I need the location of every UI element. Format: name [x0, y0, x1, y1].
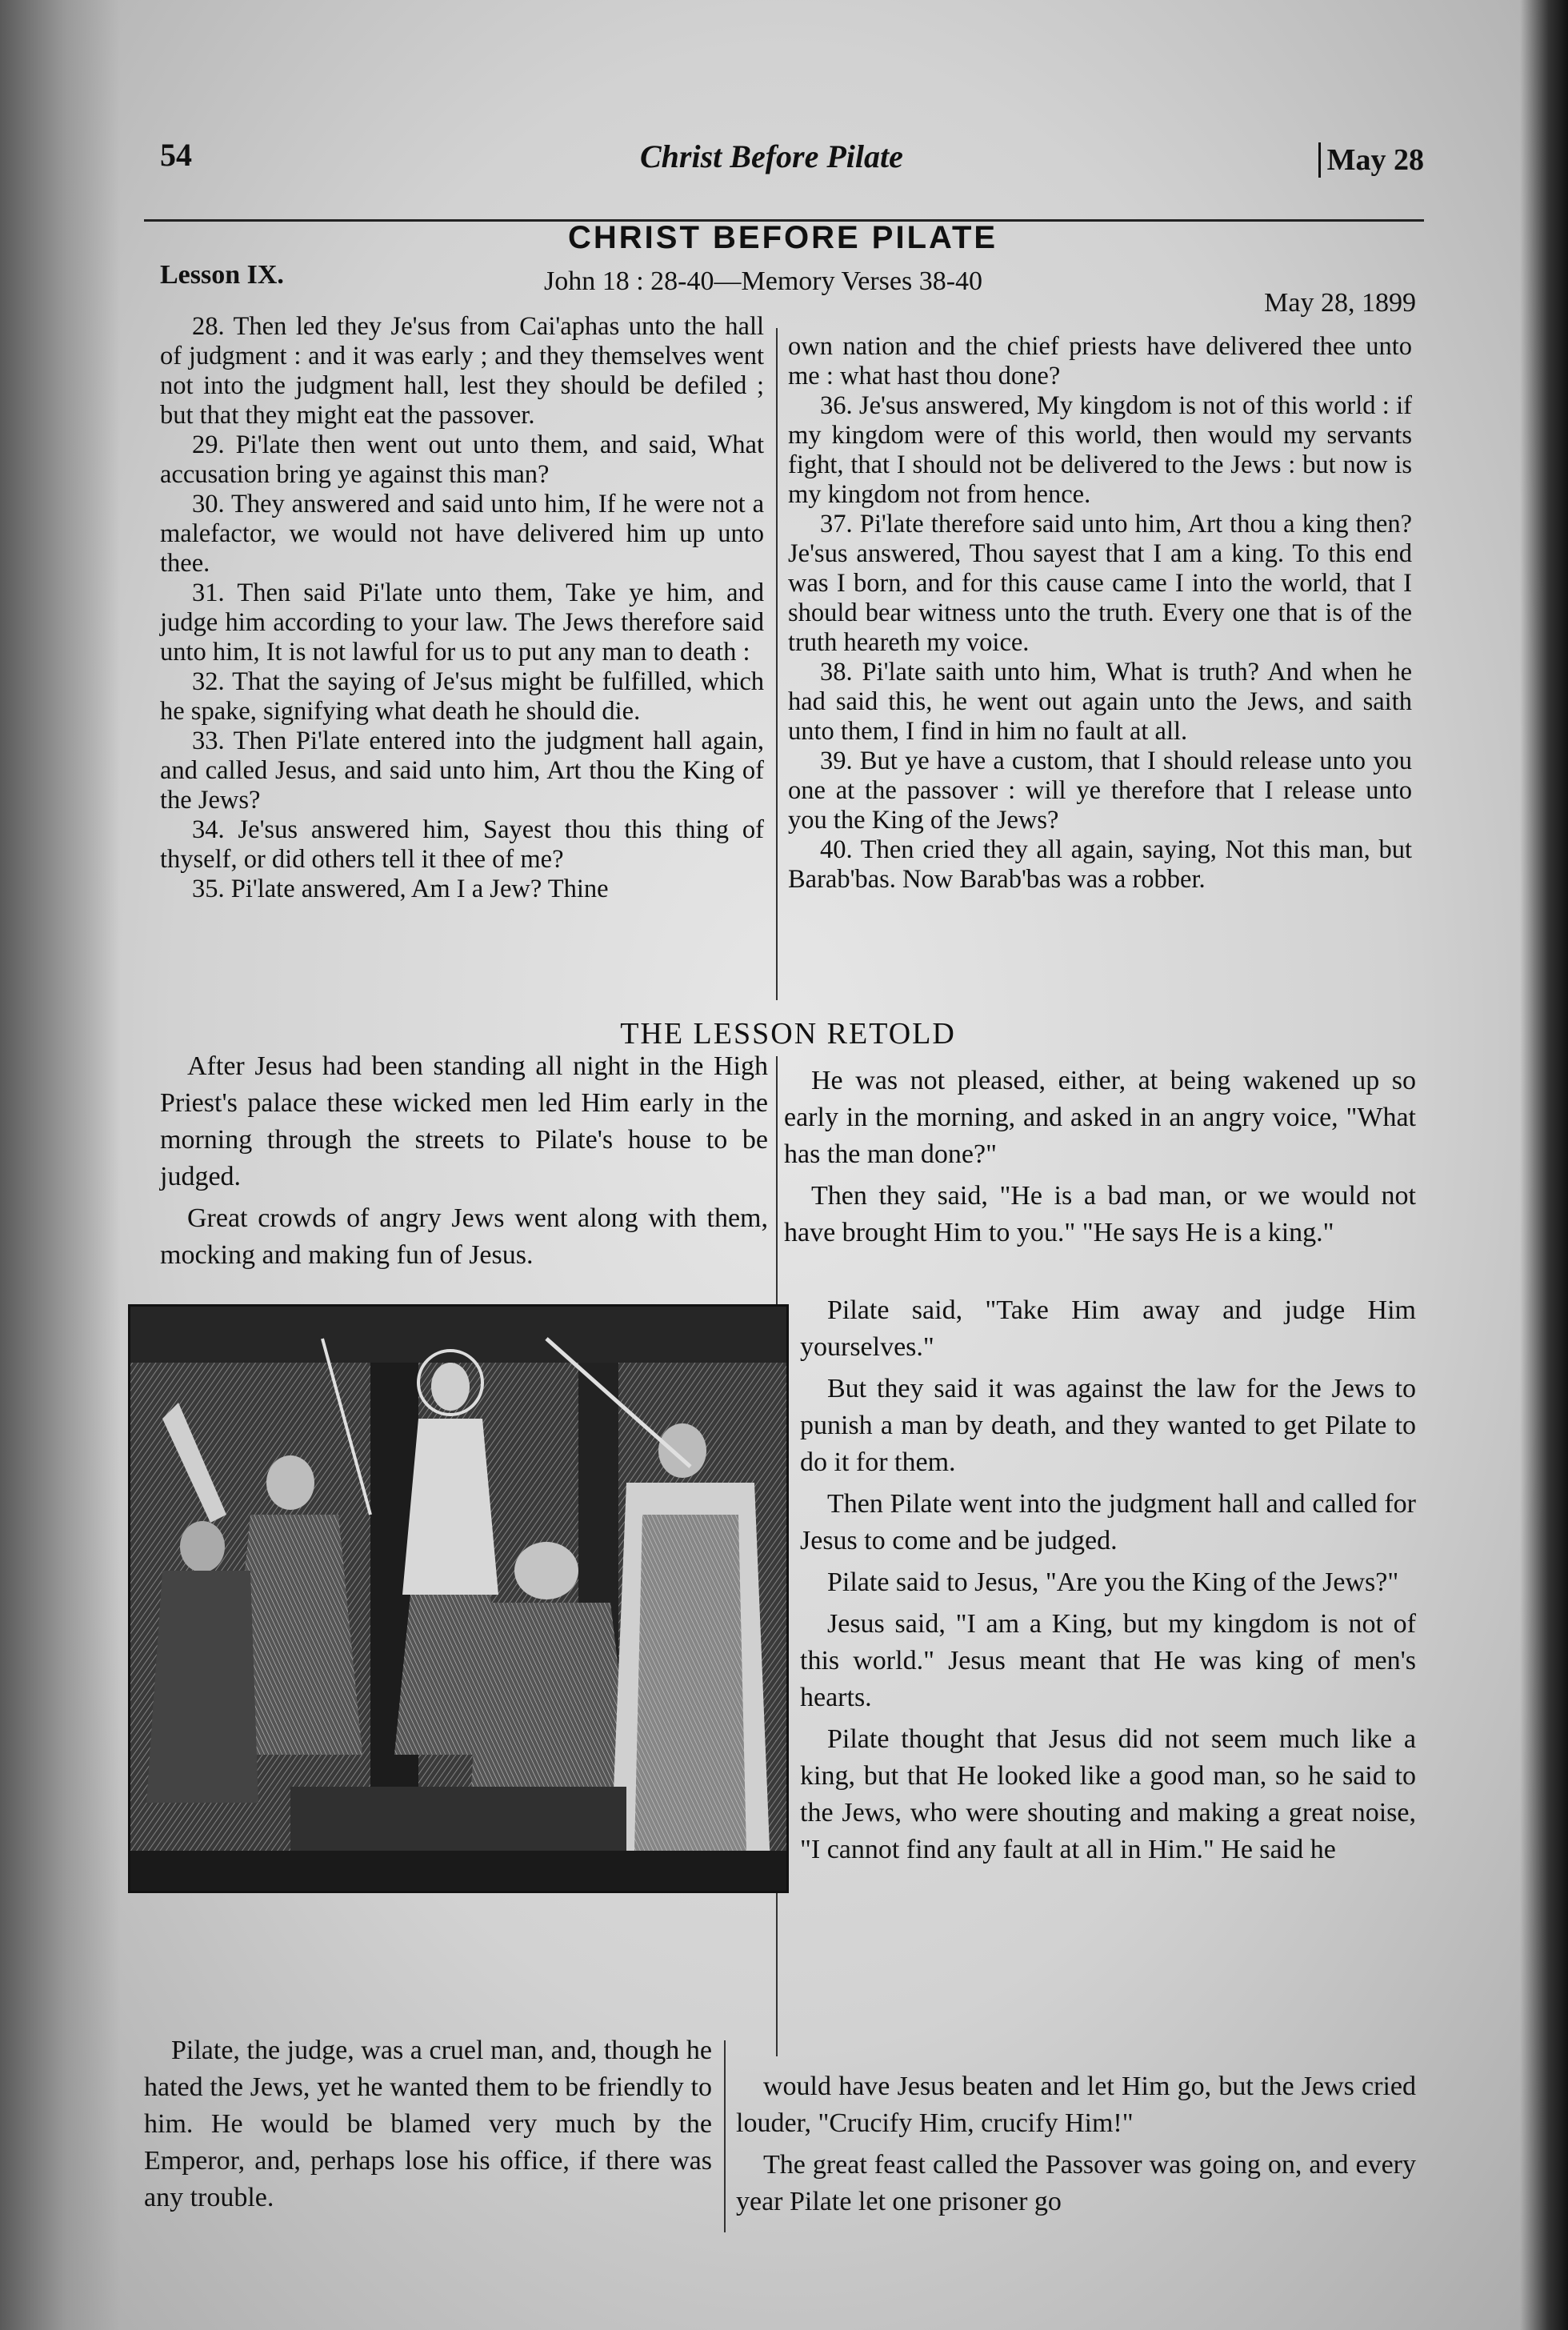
retold-paragraph: Pilate said, "Take Him away and judge Him yourselves.": [800, 1295, 1416, 1362]
verses-left-column: [160, 312, 764, 904]
retold-paragraph: After Jesus had been standing all night in the High Priest's palace these wicked men led Him early in the morning through the streets to Pilate's house to be judged.: [160, 1051, 768, 1191]
retold-paragraph: Pilate thought that Jesus did not seem much like a king, but that He looked like a good man, so he said to the Jews, who were shouting and making a great noise, "I cannot find any fault at all in Him." He said he: [800, 1724, 1416, 1864]
verse-paragraph: 40. Then cried they all again, saying, Not this man, but Barab'bas. Now Barab'bas was a robber.: [788, 835, 1412, 894]
woodcut-illustration: [128, 1304, 789, 1893]
retold-paragraph: Pilate said to Jesus, "Are you the King of the Jews?": [827, 1567, 1399, 1597]
retold-right-top: [784, 1063, 1416, 1256]
verse-paragraph: 31. Then said Pi'late unto them, Take ye him, and judge him according to your law. The Jews therefore said unto him, It is not lawful for us to put any man to death :: [160, 578, 764, 667]
retold-paragraph: Pilate, the judge, was a cruel man, and, though he hated the Jews, yet he wanted them to be friendly to him. He would be blamed very much by the Emperor, and, perhaps lose his office, if there was any trouble.: [144, 2036, 712, 2212]
verse-column-divider: [776, 328, 778, 1000]
retold-paragraph: Then they said, "He is a bad man, or we would not have brought Him to you." "He says He is a king.": [784, 1181, 1416, 1247]
bottom-column-divider: [724, 2040, 726, 2232]
verse-paragraph: 32. That the saying of Je'sus might be fulfilled, which he spake, signifying what death he should die.: [160, 667, 764, 726]
verse-paragraph: 37. Pi'late therefore said unto him, Art thou a king then? Je'sus answered, Thou sayest that I am a king. To this end was I born, and for this cause came I into the world, that I should bear witness unto the truth. Every one that is of the truth heareth my voice.: [788, 510, 1412, 657]
verse-paragraph: own nation and the chief priests have delivered thee unto me : what hast thou done?: [788, 332, 1412, 390]
retold-left-top: [160, 1048, 768, 1279]
retold-right-bottom: [736, 2068, 1416, 2225]
retold-paragraph: But they said it was against the law for the Jews to punish a man by death, and they wanted to get Pilate to do it for them.: [800, 1374, 1416, 1477]
book-binding-shadow: [0, 0, 120, 2330]
retold-paragraph: Then Pilate went into the judgment hall and called for Jesus to come and be judged.: [800, 1489, 1416, 1555]
page: [144, 120, 1432, 2248]
lesson-date: May 28, 1899: [1264, 288, 1416, 318]
retold-paragraph: Jesus said, "I am a King, but my kingdom is not of this world." Jesus meant that He was king of men's hearts.: [800, 1609, 1416, 1712]
verse-paragraph: 36. Je'sus answered, My kingdom is not of this world : if my kingdom were of this world, then would my servants fight, that I should not be delivered to the Jews : but now is my kingdom not from hence.: [788, 391, 1412, 509]
retold-paragraph: He was not pleased, either, at being wakened up so early in the morning, and asked in an angry voice, "What has the man done?": [784, 1066, 1416, 1169]
running-date: May 28: [1318, 142, 1424, 178]
retold-right-middle: [800, 1292, 1416, 1873]
verse-paragraph: 35. Pi'late answered, Am I a Jew? Thine: [192, 875, 609, 903]
lesson-number: Lesson IX.: [160, 260, 284, 290]
retold-left-bottom: [144, 2032, 712, 2221]
scripture-reference: John 18 : 28-40—Memory Verses 38-40: [544, 266, 983, 296]
verse-paragraph: 28. Then led they Je'sus from Cai'aphas unto the hall of judgment : and it was early ; and they themselves went not into the judgment hall, lest they should be defiled ; but that they might eat the passover.: [160, 312, 764, 430]
page-edge-shadow: [1520, 0, 1568, 2330]
verses-right-column: [788, 332, 1412, 895]
running-head: [144, 136, 1424, 192]
retold-paragraph: Great crowds of angry Jews went along with them, mocking and making fun of Jesus.: [160, 1203, 768, 1270]
christ-before-pilate-engraving: [130, 1307, 786, 1891]
lesson-title: CHRIST BEFORE PILATE: [568, 220, 998, 255]
verse-paragraph: 33. Then Pi'late entered into the judgment hall again, and called Jesus, and said unto him, Art thou the King of the Jews?: [160, 727, 764, 815]
retold-paragraph: would have Jesus beaten and let Him go, but the Jews cried louder, "Crucify Him, crucify Him!": [736, 2072, 1416, 2138]
page-number: 54: [160, 137, 192, 173]
verse-paragraph: 34. Je'sus answered him, Sayest thou this thing of thyself, or did others tell it thee of me?: [160, 815, 764, 874]
verse-paragraph: 30. They answered and said unto him, If he were not a malefactor, we would not have delivered him up unto thee.: [160, 490, 764, 578]
retold-paragraph: The great feast called the Passover was going on, and every year Pilate let one prisoner go: [736, 2150, 1416, 2216]
verse-paragraph: 39. But ye have a custom, that I should release unto you one at the passover : will ye therefore that I release unto you the King of the Jews?: [788, 747, 1412, 835]
verse-paragraph: 29. Pi'late then went out unto them, and said, What accusation bring ye against this man?: [160, 430, 764, 489]
verse-paragraph: 38. Pi'late saith unto him, What is truth? And when he had said this, he went out again unto the Jews, and saith unto them, I find in him no fault at all.: [788, 658, 1412, 746]
retold-heading: THE LESSON RETOLD: [620, 1017, 956, 1051]
running-title: Christ Before Pilate: [640, 138, 903, 174]
